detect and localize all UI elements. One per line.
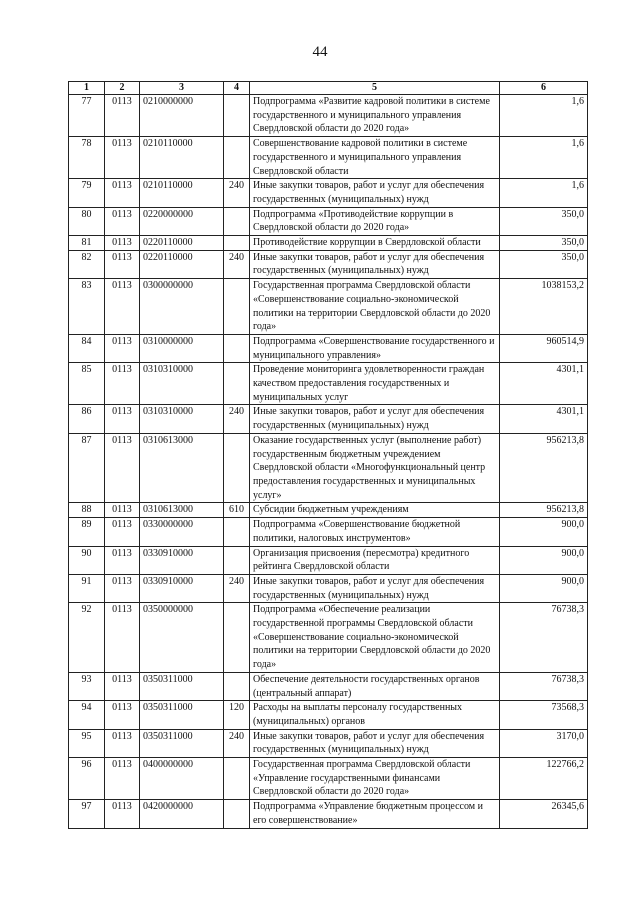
section-code: 0113 bbox=[105, 729, 140, 757]
table-row bbox=[69, 672, 588, 700]
expense-type-code bbox=[224, 546, 250, 574]
expense-type-code bbox=[224, 672, 250, 700]
target-article-code: 0310310000 bbox=[140, 405, 224, 433]
section-code: 0113 bbox=[105, 800, 140, 828]
table-row bbox=[69, 800, 588, 828]
item-name: Иные закупки товаров, работ и услуг для обеспечения государственных (муниципальных) нужд bbox=[250, 729, 500, 757]
section-code: 0113 bbox=[105, 207, 140, 235]
item-name: Иные закупки товаров, работ и услуг для обеспечения государственных (муниципальных) нужд bbox=[250, 250, 500, 278]
section-code: 0113 bbox=[105, 363, 140, 405]
table-row bbox=[69, 546, 588, 574]
section-code: 0113 bbox=[105, 236, 140, 251]
row-number: 90 bbox=[69, 546, 105, 574]
target-article-code: 0420000000 bbox=[140, 800, 224, 828]
amount: 1,6 bbox=[500, 137, 588, 179]
table-header bbox=[69, 82, 588, 95]
table-row bbox=[69, 179, 588, 207]
section-code: 0113 bbox=[105, 503, 140, 518]
item-name: Государственная программа Свердловской области «Управление государственными финансами Свердловской области до 2020 года» bbox=[250, 758, 500, 800]
expense-type-code bbox=[224, 334, 250, 362]
expense-type-code bbox=[224, 518, 250, 546]
item-name: Противодействие коррупции в Свердловской области bbox=[250, 236, 500, 251]
section-code: 0113 bbox=[105, 405, 140, 433]
item-name: Подпрограмма «Развитие кадровой политики в системе государственного и муниципального управления Свердловской области до 2020 года» bbox=[250, 95, 500, 137]
item-name: Проведение мониторинга удовлетворенности граждан качеством предоставления государственных и муниципальных услуг bbox=[250, 363, 500, 405]
column-header-1: 1 bbox=[69, 82, 105, 95]
row-number: 97 bbox=[69, 800, 105, 828]
row-number: 82 bbox=[69, 250, 105, 278]
row-number: 94 bbox=[69, 701, 105, 729]
amount: 350,0 bbox=[500, 207, 588, 235]
amount: 76738,3 bbox=[500, 672, 588, 700]
section-code: 0113 bbox=[105, 137, 140, 179]
section-code: 0113 bbox=[105, 250, 140, 278]
expense-type-code bbox=[224, 800, 250, 828]
table-row bbox=[69, 363, 588, 405]
item-name: Иные закупки товаров, работ и услуг для обеспечения государственных (муниципальных) нужд bbox=[250, 574, 500, 602]
target-article-code: 0310310000 bbox=[140, 363, 224, 405]
expense-type-code bbox=[224, 279, 250, 335]
item-name: Подпрограмма «Совершенствование государственного и муниципального управления» bbox=[250, 334, 500, 362]
row-number: 93 bbox=[69, 672, 105, 700]
column-header-3: 3 bbox=[140, 82, 224, 95]
section-code: 0113 bbox=[105, 433, 140, 503]
table-row bbox=[69, 236, 588, 251]
expense-type-code: 240 bbox=[224, 405, 250, 433]
expense-type-code: 610 bbox=[224, 503, 250, 518]
row-number: 87 bbox=[69, 433, 105, 503]
target-article-code: 0220110000 bbox=[140, 236, 224, 251]
amount: 956213,8 bbox=[500, 503, 588, 518]
target-article-code: 0210110000 bbox=[140, 179, 224, 207]
target-article-code: 0400000000 bbox=[140, 758, 224, 800]
table-row bbox=[69, 405, 588, 433]
row-number: 96 bbox=[69, 758, 105, 800]
budget-table bbox=[68, 81, 588, 829]
target-article-code: 0220000000 bbox=[140, 207, 224, 235]
section-code: 0113 bbox=[105, 574, 140, 602]
target-article-code: 0350000000 bbox=[140, 603, 224, 673]
expense-type-code bbox=[224, 433, 250, 503]
column-header-2: 2 bbox=[105, 82, 140, 95]
amount: 956213,8 bbox=[500, 433, 588, 503]
item-name: Иные закупки товаров, работ и услуг для обеспечения государственных (муниципальных) нужд bbox=[250, 405, 500, 433]
target-article-code: 0310613000 bbox=[140, 503, 224, 518]
item-name: Расходы на выплаты персоналу государственных (муниципальных) органов bbox=[250, 701, 500, 729]
amount: 350,0 bbox=[500, 250, 588, 278]
table-row bbox=[69, 701, 588, 729]
row-number: 88 bbox=[69, 503, 105, 518]
section-code: 0113 bbox=[105, 95, 140, 137]
expense-type-code bbox=[224, 603, 250, 673]
section-code: 0113 bbox=[105, 701, 140, 729]
table-row bbox=[69, 729, 588, 757]
table-row bbox=[69, 250, 588, 278]
amount: 1,6 bbox=[500, 179, 588, 207]
item-name: Обеспечение деятельности государственных органов (центральный аппарат) bbox=[250, 672, 500, 700]
expense-type-code bbox=[224, 236, 250, 251]
section-code: 0113 bbox=[105, 758, 140, 800]
row-number: 92 bbox=[69, 603, 105, 673]
section-code: 0113 bbox=[105, 334, 140, 362]
section-code: 0113 bbox=[105, 546, 140, 574]
amount: 76738,3 bbox=[500, 603, 588, 673]
expense-type-code bbox=[224, 758, 250, 800]
page-number: 44 bbox=[312, 44, 328, 60]
section-code: 0113 bbox=[105, 672, 140, 700]
table-row bbox=[69, 279, 588, 335]
item-name: Государственная программа Свердловской области «Совершенствование социально-экономической политики на территории Свердловской области до 2020 года» bbox=[250, 279, 500, 335]
target-article-code: 0210000000 bbox=[140, 95, 224, 137]
section-code: 0113 bbox=[105, 518, 140, 546]
table-row bbox=[69, 334, 588, 362]
target-article-code: 0220110000 bbox=[140, 250, 224, 278]
item-name: Подпрограмма «Совершенствование бюджетной политики, налоговых инструментов» bbox=[250, 518, 500, 546]
amount: 1,6 bbox=[500, 95, 588, 137]
target-article-code: 0310613000 bbox=[140, 433, 224, 503]
amount: 1038153,2 bbox=[500, 279, 588, 335]
item-name: Оказание государственных услуг (выполнение работ) государственным бюджетным учреждением Свердловской области «Многофункциональный центр предоставления государственных и муниципальных услуг» bbox=[250, 433, 500, 503]
amount: 4301,1 bbox=[500, 405, 588, 433]
row-number: 86 bbox=[69, 405, 105, 433]
row-number: 89 bbox=[69, 518, 105, 546]
row-number: 85 bbox=[69, 363, 105, 405]
table-body bbox=[69, 95, 588, 829]
target-article-code: 0210110000 bbox=[140, 137, 224, 179]
section-code: 0113 bbox=[105, 279, 140, 335]
target-article-code: 0350311000 bbox=[140, 672, 224, 700]
amount: 122766,2 bbox=[500, 758, 588, 800]
table-row bbox=[69, 207, 588, 235]
target-article-code: 0330910000 bbox=[140, 574, 224, 602]
item-name: Подпрограмма «Управление бюджетным процессом и его совершенствование» bbox=[250, 800, 500, 828]
amount: 900,0 bbox=[500, 546, 588, 574]
item-name: Подпрограмма «Противодействие коррупции в Свердловской области до 2020 года» bbox=[250, 207, 500, 235]
table-row bbox=[69, 574, 588, 602]
amount: 900,0 bbox=[500, 518, 588, 546]
table-row bbox=[69, 518, 588, 546]
item-name: Субсидии бюджетным учреждениям bbox=[250, 503, 500, 518]
target-article-code: 0330910000 bbox=[140, 546, 224, 574]
expense-type-code: 240 bbox=[224, 179, 250, 207]
expense-type-code: 240 bbox=[224, 574, 250, 602]
amount: 73568,3 bbox=[500, 701, 588, 729]
item-name: Организация присвоения (пересмотра) кредитного рейтинга Свердловской области bbox=[250, 546, 500, 574]
expense-type-code: 240 bbox=[224, 250, 250, 278]
target-article-code: 0300000000 bbox=[140, 279, 224, 335]
item-name: Совершенствование кадровой политики в системе государственного и муниципального управления Свердловской области bbox=[250, 137, 500, 179]
item-name: Иные закупки товаров, работ и услуг для обеспечения государственных (муниципальных) нужд bbox=[250, 179, 500, 207]
amount: 3170,0 bbox=[500, 729, 588, 757]
table-row bbox=[69, 503, 588, 518]
expense-type-code bbox=[224, 207, 250, 235]
column-header-5: 5 bbox=[250, 82, 500, 95]
row-number: 91 bbox=[69, 574, 105, 602]
table-row bbox=[69, 433, 588, 503]
expense-type-code: 120 bbox=[224, 701, 250, 729]
amount: 4301,1 bbox=[500, 363, 588, 405]
target-article-code: 0350311000 bbox=[140, 701, 224, 729]
table-row bbox=[69, 137, 588, 179]
target-article-code: 0350311000 bbox=[140, 729, 224, 757]
section-code: 0113 bbox=[105, 603, 140, 673]
row-number: 84 bbox=[69, 334, 105, 362]
table-row bbox=[69, 603, 588, 673]
target-article-code: 0330000000 bbox=[140, 518, 224, 546]
table-row bbox=[69, 95, 588, 137]
row-number: 77 bbox=[69, 95, 105, 137]
expense-type-code bbox=[224, 363, 250, 405]
row-number: 79 bbox=[69, 179, 105, 207]
row-number: 83 bbox=[69, 279, 105, 335]
row-number: 81 bbox=[69, 236, 105, 251]
expense-type-code bbox=[224, 95, 250, 137]
row-number: 95 bbox=[69, 729, 105, 757]
item-name: Подпрограмма «Обеспечение реализации государственной программы Свердловской области «Совершенствование социально-экономической политики на территории Свердловской области до 2020 года» bbox=[250, 603, 500, 673]
table-row bbox=[69, 758, 588, 800]
expense-type-code bbox=[224, 137, 250, 179]
column-header-6: 6 bbox=[500, 82, 588, 95]
row-number: 80 bbox=[69, 207, 105, 235]
amount: 900,0 bbox=[500, 574, 588, 602]
amount: 350,0 bbox=[500, 236, 588, 251]
column-header-4: 4 bbox=[224, 82, 250, 95]
expense-type-code: 240 bbox=[224, 729, 250, 757]
section-code: 0113 bbox=[105, 179, 140, 207]
amount: 960514,9 bbox=[500, 334, 588, 362]
row-number: 78 bbox=[69, 137, 105, 179]
target-article-code: 0310000000 bbox=[140, 334, 224, 362]
amount: 26345,6 bbox=[500, 800, 588, 828]
